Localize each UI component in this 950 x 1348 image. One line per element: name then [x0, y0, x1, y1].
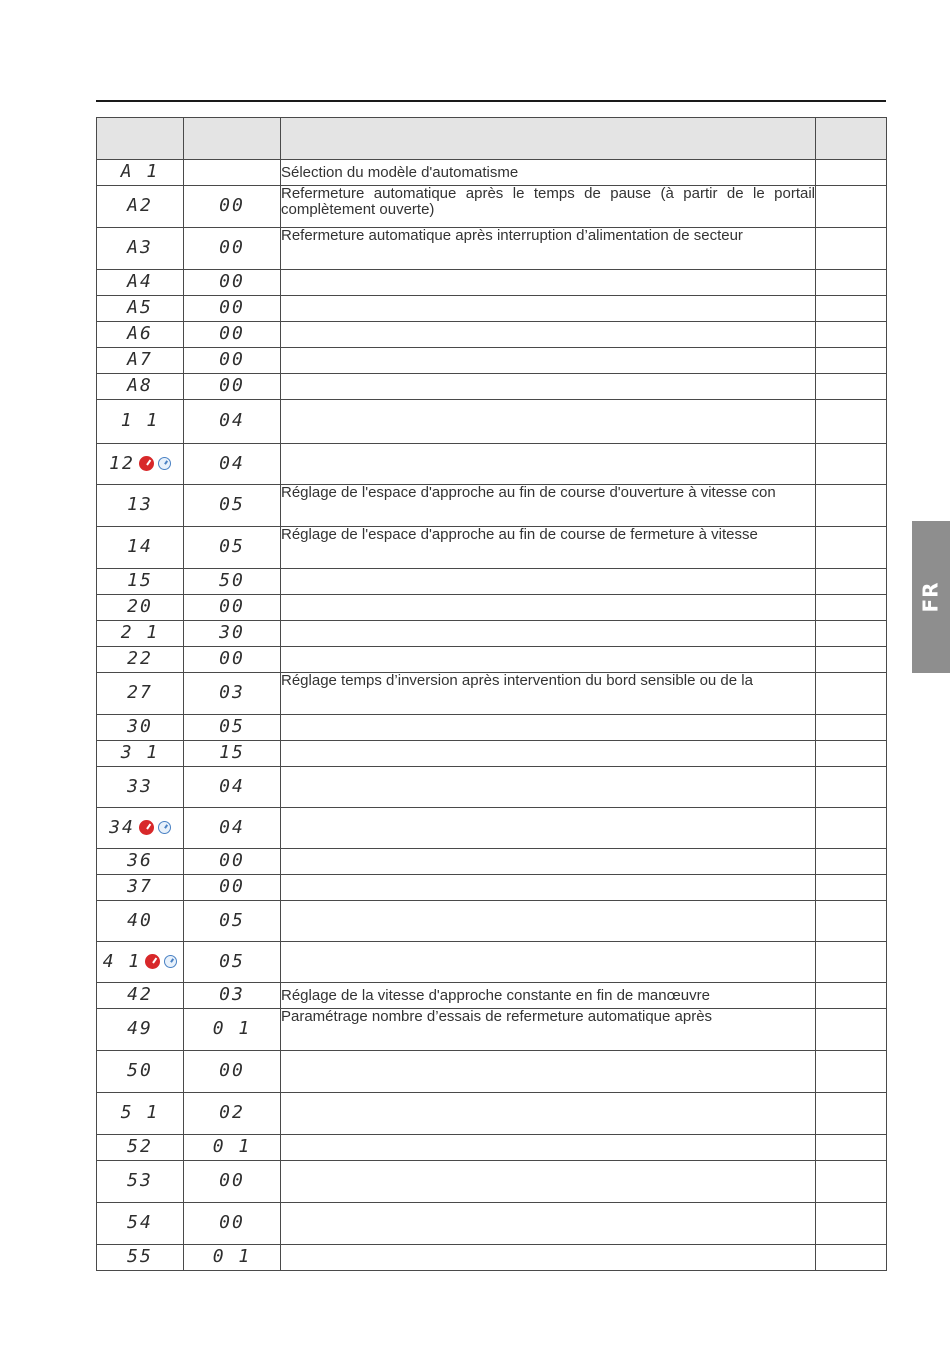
value-cell [816, 569, 887, 595]
parameter-code-cell [97, 322, 184, 348]
parameter-code-wrap [127, 1172, 153, 1190]
default-value-cell [184, 374, 281, 400]
parameter-code-cell [97, 569, 184, 595]
table-body [97, 160, 887, 1271]
default-value-cell [184, 1203, 281, 1245]
parameter-code: 40 [127, 909, 153, 931]
parameter-code-cell [97, 1051, 184, 1093]
parameter-code: A4 [127, 271, 153, 292]
default-value: 00 [219, 1060, 245, 1081]
description-cell [281, 1161, 816, 1203]
description-cell [281, 485, 816, 527]
table-row [97, 901, 887, 942]
value-cell [816, 595, 887, 621]
table-row [97, 228, 887, 270]
top-rule [96, 100, 886, 102]
default-value: 00 [219, 237, 245, 258]
value-cell [816, 901, 887, 942]
language-side-tab [912, 521, 950, 673]
description-cell [281, 1009, 816, 1051]
value-cell [816, 673, 887, 715]
parameter-code: A2 [127, 195, 153, 216]
parameter-code-cell [97, 160, 184, 186]
parameter-code: A7 [127, 349, 153, 370]
parameter-code-wrap [127, 1020, 153, 1038]
parameter-code-wrap [127, 909, 153, 931]
parameter-code-wrap [121, 624, 160, 642]
header-cell-default [184, 118, 281, 160]
parameter-code-wrap [109, 816, 171, 838]
description-cell [281, 1135, 816, 1161]
parameter-code-wrap [102, 950, 178, 972]
table-row [97, 673, 887, 715]
default-value: 04 [219, 410, 245, 431]
parameter-description: Réglage de la vitesse d'approche constante en fin de manœuvre [281, 986, 710, 1004]
default-value: 00 [219, 876, 245, 897]
table-row [97, 1051, 887, 1093]
description-cell [281, 849, 816, 875]
parameter-code-cell [97, 485, 184, 527]
parameter-code: 33 [127, 775, 153, 797]
default-value-cell [184, 767, 281, 808]
description-cell [281, 942, 816, 983]
default-value-cell [184, 1135, 281, 1161]
parameter-code: 4 1 [102, 950, 142, 972]
parameter-code: 20 [127, 596, 153, 617]
parameter-code: 55 [127, 1246, 153, 1267]
default-value-cell [184, 673, 281, 715]
description-cell [281, 741, 816, 767]
description-cell [281, 715, 816, 741]
table-row [97, 374, 887, 400]
default-value-cell [184, 296, 281, 322]
parameter-code-cell [97, 186, 184, 228]
parameter-code: 13 [127, 494, 153, 515]
description-cell [281, 1203, 816, 1245]
default-value-cell [184, 160, 281, 186]
default-value-cell [184, 715, 281, 741]
table-row [97, 160, 887, 186]
default-value-cell [184, 444, 281, 485]
parameter-code: A8 [127, 375, 153, 396]
description-cell [281, 527, 816, 569]
default-value: 00 [219, 297, 245, 318]
parameter-code-cell [97, 1093, 184, 1135]
value-cell [816, 1009, 887, 1051]
default-value-cell [184, 348, 281, 374]
parameter-code-wrap [121, 412, 160, 430]
parameter-code-wrap [127, 239, 153, 257]
header-cell-code [97, 118, 184, 160]
default-value-cell [184, 569, 281, 595]
value-cell [816, 296, 887, 322]
table-row [97, 849, 887, 875]
value-cell [816, 1161, 887, 1203]
default-value-cell [184, 1093, 281, 1135]
parameter-code-wrap [121, 1104, 160, 1122]
parameter-code-cell [97, 1203, 184, 1245]
table-row [97, 1161, 887, 1203]
parameter-code-wrap [127, 325, 153, 343]
parameter-code-wrap [127, 852, 153, 870]
default-value: 00 [219, 648, 245, 669]
parameter-code: A3 [127, 237, 153, 258]
description-cell [281, 296, 816, 322]
parameter-code-wrap [121, 163, 160, 181]
default-value-cell [184, 849, 281, 875]
description-cell [281, 595, 816, 621]
parameter-description: Réglage de l'espace d'approche au fin de course de fermeture à vitesse [281, 526, 758, 543]
default-value: 00 [219, 850, 245, 871]
parameter-code-cell [97, 228, 184, 270]
table-row [97, 444, 887, 485]
parameter-code-wrap [127, 598, 153, 616]
default-value-cell [184, 1245, 281, 1271]
parameter-code-wrap [127, 538, 153, 556]
parameter-code: 14 [127, 536, 153, 557]
parameter-description: Réglage de l'espace d'approche au fin de course d'ouverture à vitesse con [281, 484, 776, 501]
table-row [97, 595, 887, 621]
table-row [97, 400, 887, 444]
default-value: 04 [219, 816, 245, 838]
description-cell [281, 673, 816, 715]
red-speed-gauge-icon [139, 820, 154, 835]
parameter-code-wrap [127, 718, 153, 736]
parameter-code: 37 [127, 876, 153, 897]
header-cell-value [816, 118, 887, 160]
value-cell [816, 160, 887, 186]
default-value: 15 [219, 742, 245, 763]
description-cell [281, 647, 816, 673]
parameter-code-wrap [127, 299, 153, 317]
parameter-code-cell [97, 1135, 184, 1161]
table-row [97, 485, 887, 527]
parameter-code: 3 1 [120, 742, 160, 763]
description-cell [281, 875, 816, 901]
parameter-code: 12 [109, 452, 135, 474]
parameter-code-cell [97, 621, 184, 647]
parameter-description: Paramétrage nombre d’essais de refermeture automatique après [281, 1008, 713, 1025]
table-row [97, 621, 887, 647]
parameter-code-cell [97, 527, 184, 569]
parameter-description: Sélection du modèle d'automatisme [281, 163, 519, 181]
parameter-code-cell [97, 808, 184, 849]
default-value: 02 [219, 1102, 245, 1123]
parameter-code: 1 1 [120, 410, 160, 431]
parameter-code-wrap [127, 1248, 153, 1266]
default-value: 04 [219, 775, 245, 797]
parameter-code: 52 [127, 1136, 153, 1157]
default-value: 03 [219, 682, 245, 703]
parameter-code-wrap [127, 986, 153, 1004]
description-cell [281, 186, 816, 228]
table-row [97, 741, 887, 767]
value-cell [816, 186, 887, 228]
description-cell [281, 228, 816, 270]
parameter-code-cell [97, 1245, 184, 1271]
parameter-code-cell [97, 348, 184, 374]
table-row [97, 1093, 887, 1135]
parameters-table [96, 117, 887, 1271]
parameter-code-wrap [127, 496, 153, 514]
default-value: 00 [219, 1212, 245, 1233]
value-cell [816, 942, 887, 983]
red-speed-gauge-icon [139, 456, 154, 471]
parameter-description: Réglage temps d’inversion après intervention du bord sensible ou de la [281, 672, 753, 689]
parameter-code-wrap [127, 775, 153, 797]
default-value: 04 [219, 452, 245, 474]
table-row [97, 186, 887, 228]
blue-speed-gauge-icon [158, 821, 171, 834]
value-cell [816, 444, 887, 485]
table-row [97, 942, 887, 983]
table-row [97, 875, 887, 901]
parameter-code-wrap [127, 684, 153, 702]
description-cell [281, 160, 816, 186]
description-cell [281, 569, 816, 595]
parameter-code-wrap [127, 572, 153, 590]
value-cell [816, 715, 887, 741]
description-cell [281, 348, 816, 374]
description-cell [281, 400, 816, 444]
table-row [97, 322, 887, 348]
default-value: 0 1 [212, 1246, 252, 1267]
parameter-code: A 1 [120, 161, 160, 182]
parameter-code-wrap [127, 1214, 153, 1232]
value-cell [816, 808, 887, 849]
parameter-code-cell [97, 1161, 184, 1203]
table-header-row [97, 118, 887, 160]
default-value: 00 [219, 596, 245, 617]
value-cell [816, 767, 887, 808]
description-cell [281, 1093, 816, 1135]
red-speed-gauge-icon [145, 954, 160, 969]
value-cell [816, 1203, 887, 1245]
default-value: 0 1 [212, 1136, 252, 1157]
description-cell [281, 901, 816, 942]
parameter-code: 2 1 [120, 622, 160, 643]
parameter-code: 36 [127, 850, 153, 871]
value-cell [816, 322, 887, 348]
description-cell [281, 767, 816, 808]
default-value-cell [184, 901, 281, 942]
value-cell [816, 228, 887, 270]
default-value: 0 1 [212, 1018, 252, 1039]
description-cell [281, 621, 816, 647]
default-value: 05 [219, 716, 245, 737]
parameter-code-cell [97, 715, 184, 741]
parameter-code-cell [97, 901, 184, 942]
value-cell [816, 849, 887, 875]
table-row [97, 647, 887, 673]
parameter-code-cell [97, 374, 184, 400]
table-row [97, 767, 887, 808]
default-value: 50 [219, 570, 245, 591]
parameter-code-cell [97, 1009, 184, 1051]
table-row [97, 715, 887, 741]
parameter-code: 53 [127, 1170, 153, 1191]
default-value: 00 [219, 195, 245, 216]
parameter-code: A5 [127, 297, 153, 318]
description-cell [281, 374, 816, 400]
parameter-code-cell [97, 767, 184, 808]
value-cell [816, 400, 887, 444]
description-cell [281, 444, 816, 485]
parameter-code-cell [97, 983, 184, 1009]
parameter-code-cell [97, 444, 184, 485]
value-cell [816, 1135, 887, 1161]
parameter-description: Refermeture automatique après interruption d’alimentation de secteur [281, 227, 743, 244]
default-value: 00 [219, 349, 245, 370]
parameter-code-wrap [127, 878, 153, 896]
parameter-code-cell [97, 296, 184, 322]
default-value-cell [184, 400, 281, 444]
value-cell [816, 1093, 887, 1135]
parameter-code-wrap [127, 197, 153, 215]
table-row [97, 808, 887, 849]
description-cell [281, 270, 816, 296]
parameter-code-cell [97, 942, 184, 983]
parameter-code: 22 [127, 648, 153, 669]
parameter-code-wrap [127, 351, 153, 369]
parameter-code-wrap [127, 650, 153, 668]
table-row [97, 1009, 887, 1051]
parameter-code-wrap [127, 1138, 153, 1156]
parameter-code-wrap [127, 273, 153, 291]
parameter-code-cell [97, 849, 184, 875]
description-cell [281, 322, 816, 348]
parameter-code-cell [97, 875, 184, 901]
default-value-cell [184, 983, 281, 1009]
table-row [97, 569, 887, 595]
header-cell-description [281, 118, 816, 160]
value-cell [816, 875, 887, 901]
default-value-cell [184, 186, 281, 228]
parameter-code-wrap [109, 452, 171, 474]
default-value: 05 [219, 950, 245, 972]
parameter-description: Refermeture automatique après le temps de pause (à partir de le portail complètement ouverte) [281, 185, 815, 218]
language-tab-label: FR [919, 581, 943, 613]
table-row [97, 296, 887, 322]
default-value: 03 [219, 984, 245, 1005]
default-value-cell [184, 942, 281, 983]
description-cell [281, 808, 816, 849]
parameter-code-cell [97, 741, 184, 767]
table-row [97, 1203, 887, 1245]
default-value-cell [184, 485, 281, 527]
parameter-code-wrap [127, 377, 153, 395]
value-cell [816, 374, 887, 400]
default-value: 05 [219, 909, 245, 931]
table-row [97, 348, 887, 374]
default-value-cell [184, 875, 281, 901]
default-value-cell [184, 1161, 281, 1203]
table-row [97, 527, 887, 569]
value-cell [816, 647, 887, 673]
value-cell [816, 983, 887, 1009]
parameter-code: 49 [127, 1018, 153, 1039]
default-value-cell [184, 595, 281, 621]
table-row [97, 270, 887, 296]
default-value: 30 [219, 622, 245, 643]
table-row [97, 1135, 887, 1161]
parameter-code-cell [97, 673, 184, 715]
value-cell [816, 1245, 887, 1271]
default-value: 05 [219, 536, 245, 557]
value-cell [816, 348, 887, 374]
parameter-code-wrap [121, 744, 160, 762]
default-value-cell [184, 1051, 281, 1093]
parameter-code: 54 [127, 1212, 153, 1233]
default-value: 00 [219, 1170, 245, 1191]
default-value: 00 [219, 271, 245, 292]
default-value-cell [184, 270, 281, 296]
table-row [97, 983, 887, 1009]
parameter-code: 42 [127, 984, 153, 1005]
blue-speed-gauge-icon [158, 457, 171, 470]
description-cell [281, 1051, 816, 1093]
value-cell [816, 485, 887, 527]
value-cell [816, 527, 887, 569]
default-value-cell [184, 808, 281, 849]
default-value-cell [184, 228, 281, 270]
parameter-code: 5 1 [120, 1102, 160, 1123]
default-value-cell [184, 322, 281, 348]
default-value-cell [184, 647, 281, 673]
description-cell [281, 983, 816, 1009]
value-cell [816, 270, 887, 296]
value-cell [816, 741, 887, 767]
parameter-code: 50 [127, 1060, 153, 1081]
parameter-code-cell [97, 647, 184, 673]
parameter-code-cell [97, 595, 184, 621]
default-value-cell [184, 1009, 281, 1051]
default-value-cell [184, 621, 281, 647]
value-cell [816, 621, 887, 647]
parameter-code: A6 [127, 323, 153, 344]
value-cell [816, 1051, 887, 1093]
parameter-code: 30 [127, 716, 153, 737]
blue-speed-gauge-icon [164, 955, 177, 968]
default-value: 05 [219, 494, 245, 515]
parameter-code: 34 [109, 816, 135, 838]
default-value-cell [184, 527, 281, 569]
default-value: 00 [219, 375, 245, 396]
parameter-code: 15 [127, 570, 153, 591]
default-value-cell [184, 741, 281, 767]
parameter-code-wrap [127, 1062, 153, 1080]
table-row [97, 1245, 887, 1271]
parameter-code: 27 [127, 682, 153, 703]
parameter-code-cell [97, 270, 184, 296]
description-cell [281, 1245, 816, 1271]
parameter-code-cell [97, 400, 184, 444]
default-value: 00 [219, 323, 245, 344]
